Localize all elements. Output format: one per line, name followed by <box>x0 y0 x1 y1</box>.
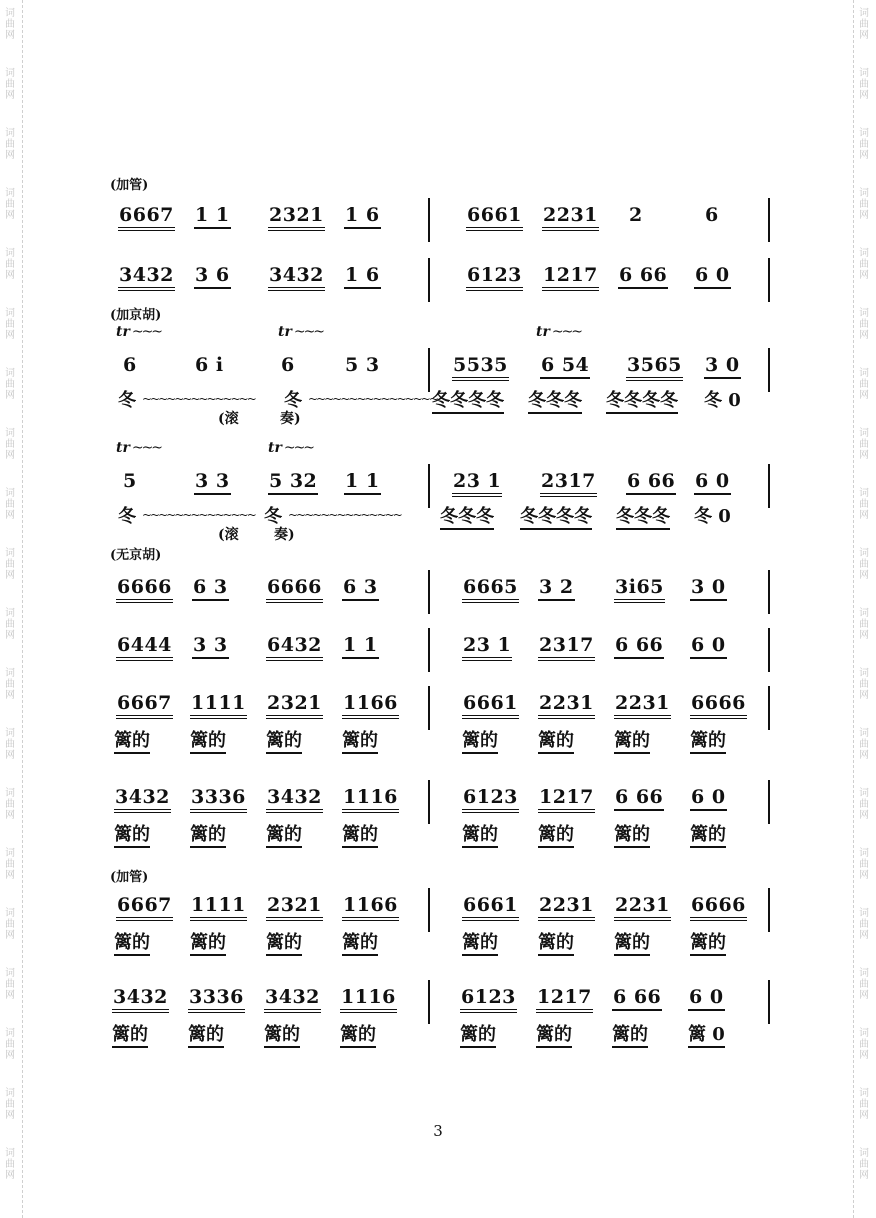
note-group: 1111 <box>190 894 247 921</box>
note-group: 6 66 <box>614 634 664 659</box>
bar-line <box>428 980 430 1024</box>
note-group: 6 66 <box>612 986 662 1011</box>
note-group: 6666 <box>690 894 747 921</box>
bar-line <box>768 198 770 242</box>
bar-line <box>428 464 430 508</box>
watermark-text: 词 曲 网 <box>5 1028 15 1061</box>
watermark-text: 词 曲 网 <box>859 248 869 281</box>
note-group: 1166 <box>342 894 399 921</box>
note-group: 6665 <box>462 576 519 603</box>
lyric-annotation: (滚 <box>218 527 239 543</box>
note-group: 1116 <box>340 986 397 1013</box>
watermark-text: 词 曲 网 <box>859 68 869 101</box>
watermark-text: 词 曲 网 <box>859 8 869 41</box>
note-group: 6 0 <box>694 470 731 495</box>
note-group: 6 3 <box>192 576 229 601</box>
roll-wave: ~~~~~~~~~~~~~~ <box>288 508 401 522</box>
note-group: 3336 <box>188 986 245 1013</box>
lyric-syllable: 冬冬冬冬 <box>520 502 592 530</box>
lyric-syllable: 篱的 <box>342 726 378 754</box>
watermark-text: 词 曲 网 <box>859 908 869 941</box>
bar-line <box>428 198 430 242</box>
watermark-text: 词 曲 网 <box>859 308 869 341</box>
note-group: 6432 <box>266 634 323 661</box>
note-group: 1 1 <box>344 470 381 495</box>
watermark-text: 词 曲 网 <box>5 668 15 701</box>
watermark-text: 词 曲 网 <box>859 1148 869 1181</box>
watermark-text: 词 曲 网 <box>859 848 869 881</box>
watermark-text: 词 曲 网 <box>5 848 15 881</box>
watermark-text: 词 曲 网 <box>5 308 15 341</box>
watermark-text: 词 曲 网 <box>859 548 869 581</box>
label-wujinghu: (无京胡) <box>110 548 162 563</box>
watermark-text: 词 曲 网 <box>859 728 869 761</box>
lyric-syllable: 篱的 <box>266 820 302 848</box>
lyric-syllable: 冬 0 <box>694 506 731 527</box>
watermark-text: 词 曲 网 <box>859 128 869 161</box>
lyric-annotation: 奏) <box>280 411 301 427</box>
note-group: 2321 <box>266 692 323 719</box>
note-group: 1217 <box>538 786 595 813</box>
watermark-text: 词 曲 网 <box>859 428 869 461</box>
lyric-syllable: 篱 0 <box>688 1020 725 1048</box>
lyric-syllable: 篱的 <box>190 726 226 754</box>
watermark-text: 词 曲 网 <box>5 788 15 821</box>
lyric-syllable: 冬 <box>118 506 136 527</box>
note-group: 5 3 <box>345 354 380 376</box>
note-group: 3432 <box>266 786 323 813</box>
note-group: 3432 <box>268 264 325 291</box>
note-group: 6666 <box>116 576 173 603</box>
lyric-syllable: 篱的 <box>340 1020 376 1048</box>
watermark-text: 词 曲 网 <box>859 488 869 521</box>
note-group: 2231 <box>614 894 671 921</box>
lyric-syllable: 冬冬冬 <box>528 386 582 414</box>
watermark-text: 词 曲 网 <box>5 428 15 461</box>
watermark-text: 词 曲 网 <box>5 488 15 521</box>
lyric-syllable: 篱的 <box>342 820 378 848</box>
trill-mark: tr ~~~ <box>116 324 161 340</box>
lyric-syllable: 篱的 <box>266 726 302 754</box>
bar-line <box>428 686 430 730</box>
note-group: 2231 <box>542 204 599 231</box>
lyric-syllable: 冬冬冬冬 <box>432 386 504 414</box>
roll-wave: ~~~~~~~~~~~~~~~~ <box>308 392 437 406</box>
watermark-text: 词 曲 网 <box>859 188 869 221</box>
note-group: 6661 <box>462 894 519 921</box>
lyric-syllable: 篱的 <box>114 820 150 848</box>
note-group: 6 i <box>195 354 224 376</box>
trill-mark: tr ~~~ <box>536 324 581 340</box>
lyric-syllable: 篱的 <box>614 726 650 754</box>
lyric-syllable: 篱的 <box>690 726 726 754</box>
note-group: 3 3 <box>194 470 231 495</box>
note-group: 1 1 <box>194 204 231 229</box>
lyric-syllable: 篱的 <box>690 820 726 848</box>
lyric-syllable: 篱的 <box>538 820 574 848</box>
lyric-syllable: 冬 <box>118 390 136 411</box>
note-group: 2317 <box>538 634 595 661</box>
lyric-syllable: 篱的 <box>114 928 150 956</box>
trill-mark: tr ~~~ <box>268 440 313 456</box>
trill-mark: tr ~~~ <box>116 440 161 456</box>
note-group: 2 <box>629 204 643 226</box>
lyric-syllable: 篱的 <box>188 1020 224 1048</box>
trill-mark: tr ~~~ <box>278 324 323 340</box>
note-group: 6666 <box>266 576 323 603</box>
lyric-syllable: 冬冬冬 <box>616 502 670 530</box>
note-group: 6661 <box>462 692 519 719</box>
watermark-text: 词 曲 网 <box>859 608 869 641</box>
note-group: 23 1 <box>462 634 512 661</box>
watermark-text: 词 曲 网 <box>859 1088 869 1121</box>
label-jiaguan-2: (加管) <box>110 870 149 885</box>
lyric-syllable: 篱的 <box>612 1020 648 1048</box>
note-group: 6667 <box>116 692 173 719</box>
watermark-text: 词 曲 网 <box>5 608 15 641</box>
bar-line <box>768 348 770 392</box>
note-group: 6 66 <box>618 264 668 289</box>
lyric-syllable: 冬 <box>264 506 282 527</box>
lyric-syllable: 冬冬冬冬 <box>606 386 678 414</box>
lyric-syllable: 篱的 <box>462 928 498 956</box>
note-group: 1 1 <box>342 634 379 659</box>
roll-wave: ~~~~~~~~~~~~~~ <box>142 392 255 406</box>
note-group: 3432 <box>112 986 169 1013</box>
note-group: 3 6 <box>194 264 231 289</box>
note-group: 6667 <box>116 894 173 921</box>
note-group: 1116 <box>342 786 399 813</box>
lyric-syllable: 篱的 <box>614 820 650 848</box>
note-group: 6123 <box>460 986 517 1013</box>
note-group: 23 1 <box>452 470 502 497</box>
watermark-text: 词 曲 网 <box>5 68 15 101</box>
bar-line <box>428 348 430 392</box>
lyric-syllable: 篱的 <box>538 726 574 754</box>
note-group: 6 <box>281 354 295 376</box>
bar-line <box>428 628 430 672</box>
watermark-text: 词 曲 网 <box>5 548 15 581</box>
note-group: 2231 <box>538 692 595 719</box>
note-group: 3 0 <box>704 354 741 379</box>
lyric-annotation: 奏) <box>274 527 295 543</box>
lyric-syllable: 篱的 <box>536 1020 572 1048</box>
note-group: 6 0 <box>690 634 727 659</box>
note-group: 6 0 <box>690 786 727 811</box>
note-group: 6 66 <box>626 470 676 495</box>
left-watermark-strip <box>0 0 23 1218</box>
lyric-syllable: 篱的 <box>462 726 498 754</box>
note-group: 3432 <box>264 986 321 1013</box>
lyric-syllable: 篱的 <box>266 928 302 956</box>
lyric-syllable: 冬 0 <box>704 390 741 411</box>
note-group: 6 54 <box>540 354 590 379</box>
note-group: 3 3 <box>192 634 229 659</box>
watermark-text: 词 曲 网 <box>5 908 15 941</box>
note-group: 1111 <box>190 692 247 719</box>
watermark-text: 词 曲 网 <box>5 1088 15 1121</box>
lyric-syllable: 篱的 <box>342 928 378 956</box>
lyric-syllable: 篱的 <box>462 820 498 848</box>
note-group: 6123 <box>462 786 519 813</box>
bar-line <box>768 980 770 1024</box>
watermark-text: 词 曲 网 <box>5 728 15 761</box>
bar-line <box>768 628 770 672</box>
note-group: 5 32 <box>268 470 318 495</box>
note-group: 2231 <box>538 894 595 921</box>
lyric-syllable: 篱的 <box>538 928 574 956</box>
watermark-text: 词 曲 网 <box>5 368 15 401</box>
watermark-text: 词 曲 网 <box>5 1148 15 1181</box>
watermark-text: 词 曲 网 <box>859 968 869 1001</box>
note-group: 1217 <box>542 264 599 291</box>
page-number: 3 <box>433 1122 443 1140</box>
watermark-text: 词 曲 网 <box>859 1028 869 1061</box>
lyric-syllable: 篱的 <box>190 928 226 956</box>
lyric-annotation: (滚 <box>218 411 239 427</box>
note-group: 3565 <box>626 354 683 381</box>
note-group: 6 0 <box>688 986 725 1011</box>
note-group: 6444 <box>116 634 173 661</box>
lyric-syllable: 篱的 <box>190 820 226 848</box>
note-group: 1217 <box>536 986 593 1013</box>
watermark-text: 词 曲 网 <box>5 128 15 161</box>
note-group: 1 6 <box>344 204 381 229</box>
note-group: 5 <box>123 470 137 492</box>
note-group: 6667 <box>118 204 175 231</box>
lyric-syllable: 冬冬冬 <box>440 502 494 530</box>
note-group: 3 0 <box>690 576 727 601</box>
lyric-syllable: 篱的 <box>112 1020 148 1048</box>
note-group: 1 6 <box>344 264 381 289</box>
note-group: 6 66 <box>614 786 664 811</box>
lyric-syllable: 篱的 <box>114 726 150 754</box>
note-group: 6661 <box>466 204 523 231</box>
watermark-text: 词 曲 网 <box>5 8 15 41</box>
note-group: 6666 <box>690 692 747 719</box>
note-group: 2231 <box>614 692 671 719</box>
bar-line <box>428 570 430 614</box>
note-group: 2321 <box>268 204 325 231</box>
watermark-text: 词 曲 网 <box>5 248 15 281</box>
label-jiaguan: (加管) <box>110 178 149 193</box>
bar-line <box>768 570 770 614</box>
note-group: 6 <box>123 354 137 376</box>
note-group: 6 0 <box>694 264 731 289</box>
note-group: 6 3 <box>342 576 379 601</box>
bar-line <box>768 780 770 824</box>
label-jiajinghu: (加京胡) <box>110 308 162 323</box>
note-group: 6 <box>705 204 719 226</box>
bar-line <box>768 686 770 730</box>
bar-line <box>768 464 770 508</box>
lyric-syllable: 篱的 <box>614 928 650 956</box>
note-group: 2317 <box>540 470 597 497</box>
lyric-syllable: 冬 <box>284 390 302 411</box>
note-group: 3336 <box>190 786 247 813</box>
watermark-text: 词 曲 网 <box>859 668 869 701</box>
watermark-text: 词 曲 网 <box>859 788 869 821</box>
note-group: 6123 <box>466 264 523 291</box>
watermark-text: 词 曲 网 <box>5 188 15 221</box>
note-group: 3 2 <box>538 576 575 601</box>
watermark-text: 词 曲 网 <box>5 968 15 1001</box>
lyric-syllable: 篱的 <box>264 1020 300 1048</box>
note-group: 5535 <box>452 354 509 381</box>
bar-line <box>428 258 430 302</box>
note-group: 2321 <box>266 894 323 921</box>
bar-line <box>768 258 770 302</box>
note-group: 3432 <box>118 264 175 291</box>
note-group: 3i65 <box>614 576 665 603</box>
lyric-syllable: 篱的 <box>460 1020 496 1048</box>
bar-line <box>428 888 430 932</box>
right-watermark-strip <box>853 0 876 1218</box>
watermark-text: 词 曲 网 <box>859 368 869 401</box>
bar-line <box>428 780 430 824</box>
roll-wave: ~~~~~~~~~~~~~~ <box>142 508 255 522</box>
note-group: 1166 <box>342 692 399 719</box>
note-group: 3432 <box>114 786 171 813</box>
bar-line <box>768 888 770 932</box>
lyric-syllable: 篱的 <box>690 928 726 956</box>
